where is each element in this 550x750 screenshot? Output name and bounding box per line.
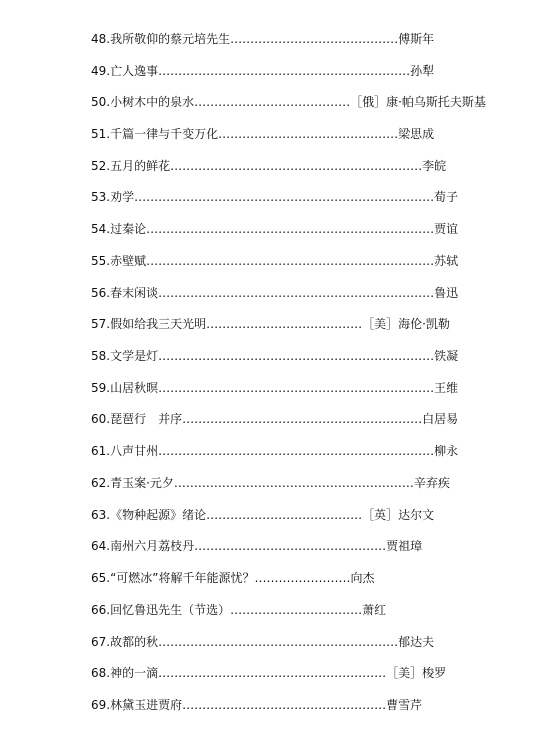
toc-entry-text: 62.青玉案·元夕……………………………………………………辛弃疾 bbox=[91, 476, 450, 490]
toc-entry-text: 60.琵琶行 并序……………………………………………………白居易 bbox=[91, 412, 459, 426]
toc-entry-text: 53.劝学…………………………………………………………………荀子 bbox=[91, 190, 459, 204]
toc-entry-56 bbox=[91, 283, 458, 303]
toc-entry-text: 63.《物种起源》绪论…………………………………［英］达尔文 bbox=[91, 508, 435, 522]
toc-entry-57 bbox=[91, 314, 450, 334]
toc-entry-text: 54.过秦论………………………………………………………………贾谊 bbox=[91, 222, 459, 236]
toc-entry-60 bbox=[91, 409, 458, 429]
toc-entry-62 bbox=[91, 473, 450, 493]
toc-entry-50 bbox=[91, 92, 486, 112]
toc-entry-53 bbox=[91, 187, 458, 207]
toc-entry-59 bbox=[91, 378, 458, 398]
toc-entry-text: 56.春末闲谈……………………………………………………………鲁迅 bbox=[91, 286, 459, 300]
toc-entry-text: 58.文学是灯……………………………………………………………铁凝 bbox=[91, 349, 459, 363]
toc-entry-67 bbox=[91, 632, 434, 652]
toc-entry-65 bbox=[91, 568, 375, 588]
toc-entry-69 bbox=[91, 695, 422, 715]
toc-entry-51 bbox=[91, 124, 434, 144]
toc-entry-text: 65.“可燃冰”将解千年能源忧？……………………向杰 bbox=[91, 571, 375, 585]
toc-entry-text: 55.赤壁赋………………………………………………………………苏轼 bbox=[91, 254, 459, 268]
toc-entry-68 bbox=[91, 663, 446, 683]
toc-entry-text: 67.故都的秋……………………………………………………郁达夫 bbox=[91, 635, 435, 649]
toc-entry-52 bbox=[91, 156, 446, 176]
toc-entry-text: 57.假如给我三天光明…………………………………［美］海伦·凯勒 bbox=[91, 317, 450, 331]
toc-entry-text: 68.神的一滴…………………………………………………［美］梭罗 bbox=[91, 666, 447, 680]
toc-entry-54 bbox=[91, 219, 458, 239]
toc-entry-text: 51.千篇一律与千变万化………………………………………梁思成 bbox=[91, 127, 435, 141]
toc-entry-61 bbox=[91, 441, 458, 461]
toc-entry-58 bbox=[91, 346, 458, 366]
toc-entry-text: 69.林黛玉进贾府……………………………………………曹雪芹 bbox=[91, 698, 423, 712]
toc-entry-text: 49.亡人逸事………………………………………………………孙犁 bbox=[91, 64, 435, 78]
toc-entry-66 bbox=[91, 600, 386, 620]
toc-entry-63 bbox=[91, 505, 434, 525]
toc-entry-text: 50.小树木中的泉水…………………………………［俄］康·帕乌斯托夫斯基 bbox=[91, 95, 486, 109]
toc-entry-text: 48.我所敬仰的蔡元培先生……………………………………傅斯年 bbox=[91, 32, 435, 46]
toc-entry-48 bbox=[91, 29, 434, 49]
toc-entry-64 bbox=[91, 536, 422, 556]
toc-entry-text: 59.山居秋暝……………………………………………………………王维 bbox=[91, 381, 459, 395]
toc-entry-55 bbox=[91, 251, 458, 271]
toc-entry-text: 66.回忆鲁迅先生（节选）……………………………萧红 bbox=[91, 603, 387, 617]
toc-entry-text: 52.五月的鲜花………………………………………………………李皖 bbox=[91, 159, 447, 173]
toc-entry-49 bbox=[91, 61, 434, 81]
toc-entry-text: 61.八声甘州……………………………………………………………柳永 bbox=[91, 444, 459, 458]
toc-entry-text: 64.南州六月荔枝丹…………………………………………贾祖璋 bbox=[91, 539, 423, 553]
